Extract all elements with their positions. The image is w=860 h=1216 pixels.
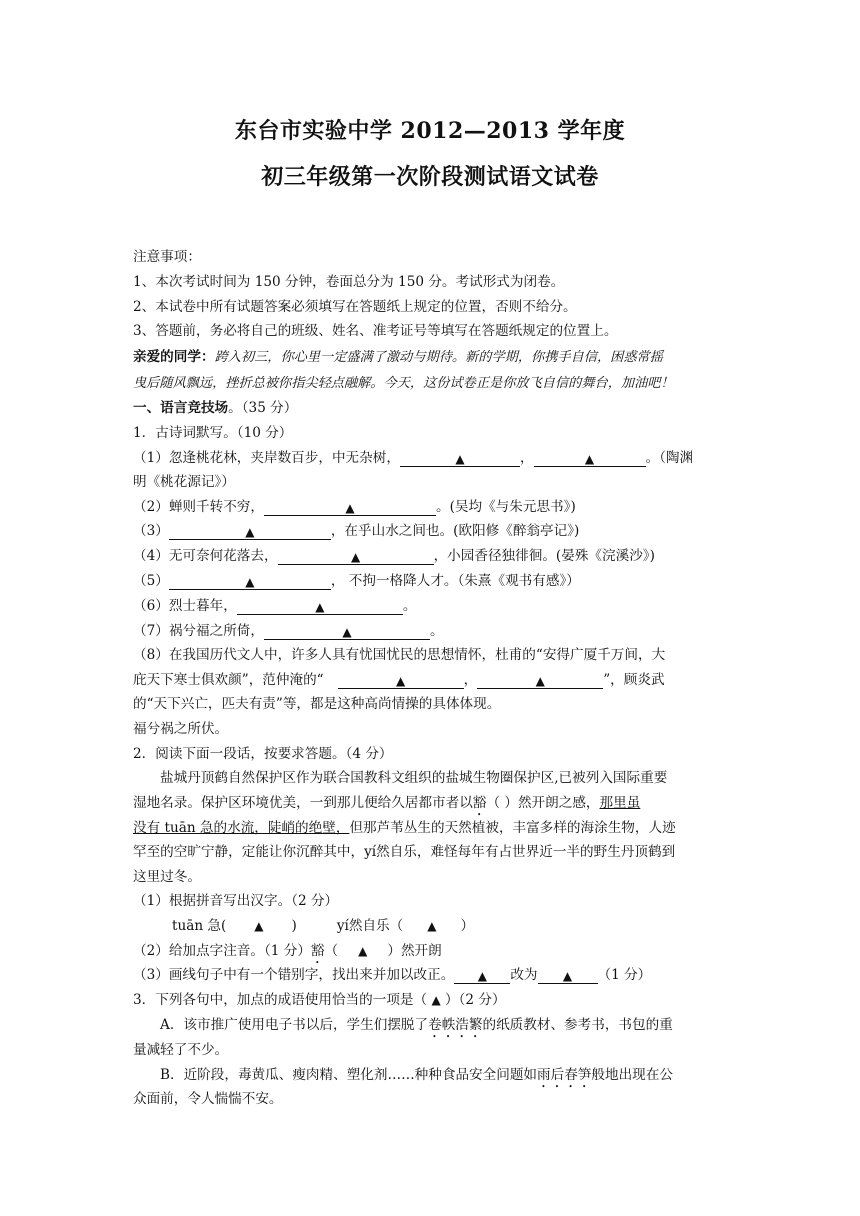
q2-sub-1-text: )	[291, 918, 297, 934]
q2-sub-1-answers	[172, 917, 474, 935]
q2-sub-3-score: （1 分）	[597, 967, 652, 983]
exam-title-school: 东台市实验中学 2012—2013 学年度	[234, 118, 626, 144]
greeting-text-2: 曳后随风飘远，挫折总被你指尖轻点融解。今天，这份试卷正是你放飞自信的舞台，加油吧！	[133, 376, 674, 391]
q2-sub-2-text: ）然开朗	[387, 943, 442, 959]
q2-sub-3-text: （3）画线句子中有一个错别字，找出来并加以改正。	[133, 967, 455, 983]
triangle-icon: ▲	[342, 625, 352, 639]
q1-part-6-text: （6）烈士暮年，	[133, 598, 237, 614]
q2-para-text: 但那芦苇丛生的天然植被，丰富多样的海涂生物，人迹	[349, 820, 676, 836]
q1-part-8-end: ”，顾炎武	[603, 672, 665, 688]
notice-item-2: 2、本试卷中所有试题答案必须填写在答题纸上规定的位置，否则不给分。	[133, 299, 577, 315]
comma: ，	[519, 450, 534, 466]
section-1-score: 。（35 分）	[228, 400, 298, 416]
comma: ，	[463, 672, 478, 688]
q1-part-5	[133, 572, 580, 590]
answer-blank	[338, 672, 464, 689]
q1-part-8-line-2	[133, 671, 665, 689]
greeting-label: 亲爱的同学：	[133, 349, 215, 365]
q1-part-3	[133, 522, 579, 540]
dotted-idiom: 雨后春笋	[537, 1067, 592, 1083]
triangle-icon: ▲	[455, 452, 465, 466]
answer-blank	[278, 548, 434, 565]
answer-blank	[538, 967, 598, 984]
answer-blank	[264, 499, 436, 516]
q2-sub-3-text: 改为	[510, 967, 538, 983]
q3-option-b-line-1	[160, 1066, 673, 1091]
section-1-heading	[133, 399, 297, 417]
section-1-label: 一、语言竞技场	[133, 400, 229, 416]
q1-stem: 1．古诗词默写。（10 分）	[133, 425, 293, 441]
q2-para-text: （ ）然开朗之感，	[486, 795, 600, 811]
q2-sub-2	[133, 942, 442, 967]
q1-part-1-cont: 明《桃花源记》）	[133, 474, 235, 490]
answer-blank	[237, 598, 403, 615]
q2-sub-2-text: （	[324, 943, 339, 959]
triangle-icon: ▲	[254, 919, 264, 933]
triangle-icon: ▲	[477, 969, 487, 983]
q1-part-4	[133, 547, 655, 565]
q1-part-1-source: 。（陶渊	[645, 450, 694, 466]
q2-sub-1: （1）根据拼音写出汉字。（2 分）	[133, 893, 339, 909]
q1-part-6-end: 。	[402, 598, 417, 614]
q3-option-a-line-2: 量减轻了不少。	[133, 1042, 229, 1058]
answer-blank	[264, 623, 430, 640]
q3-stem-text: 3．下列各句中，加点的成语使用恰当的一项是（	[133, 992, 432, 1008]
triangle-icon: ▲	[245, 525, 255, 539]
q1-part-8-text: 庇天下寒士俱欢颜”，范仲淹的“	[133, 672, 324, 688]
q1-part-6	[133, 597, 416, 615]
q1-part-2-text: （2）蝉则千转不穷，	[133, 499, 264, 515]
triangle-icon: ▲	[427, 919, 437, 933]
q1-part-5-source: ， 不拘一格降人才。（朱熹《观书有感》）	[330, 573, 580, 589]
q2-para-text: 湿地名录。保护区环境优美，一到那儿便给久居都市者以	[133, 795, 473, 811]
q1-extra-line: 福兮祸之所伏。	[133, 721, 229, 737]
dotted-char: 豁	[310, 943, 325, 959]
q3-option-text: B．近阶段，毒黄瓜、瘦肉精、塑化剂……种种食品安全问题如	[160, 1067, 538, 1083]
q3-stem-score: ）（2 分）	[440, 992, 506, 1008]
q1-part-1-text: （1）忽逢桃花林，夹岸数百步，中无杂树，	[133, 450, 400, 466]
q1-part-7-end: 。	[430, 623, 444, 639]
q1-part-4-source: ，小园香径独徘徊。(晏殊《浣溪沙》)	[433, 548, 655, 564]
q2-para-line-1: 盐城丹顶鹤自然保护区作为联合国教科文组织的盐城生物圈保护区,已被列入国际重要	[160, 770, 668, 786]
q3-stem	[133, 991, 506, 1009]
underlined-sentence: 那里虽	[599, 795, 641, 811]
triangle-icon: ▲	[358, 944, 368, 958]
triangle-icon: ▲	[396, 674, 406, 688]
notice-item-1: 1、本次考试时间为 150 分钟，卷面总分为 150 分。考试形式为闭卷。	[133, 274, 565, 290]
q2-para-line-4: 罕至的空旷宁静，定能让你沉醉其中，yí然自乐，难怪每年有占世界近一半的野生丹顶鹤到	[133, 844, 676, 860]
greeting-text-1: 跨入初三，你心里一定盛满了激动与期待。新的学期，你携手自信，困惑常摇	[214, 350, 663, 365]
exam-title-subject: 初三年级第一次阶段测试语文试卷	[261, 164, 599, 190]
q3-option-text: 的纸质教材、参考书，书包的重	[482, 1017, 673, 1033]
notice-heading: 注意事项：	[133, 249, 201, 265]
triangle-icon: ▲	[245, 575, 255, 589]
notice-item-3: 3、答题前，务必将自己的班级、姓名、准考证号等填写在答题纸规定的位置上。	[133, 323, 618, 339]
q2-sub-1-text: ）	[460, 918, 475, 934]
triangle-icon: ▲	[350, 550, 361, 564]
q2-para-line-5: 这里过冬。	[133, 869, 201, 885]
q1-part-3-text: （3）	[133, 523, 169, 539]
q2-sub-2-text: （2）给加点字注音。（1 分）	[133, 943, 311, 959]
dotted-idiom: 卷帙浩繁	[428, 1017, 483, 1033]
greeting-line-1	[133, 348, 663, 367]
q3-option-a-line-1	[160, 1016, 673, 1041]
answer-blank	[400, 450, 520, 467]
answer-blank	[169, 573, 331, 590]
triangle-icon: ▲	[584, 452, 595, 466]
q1-part-3-source: ，在乎山水之间也。(欧阳修《醉翁亭记》)	[330, 523, 580, 539]
q1-part-2-source: 。(吴均《与朱元思书》)	[436, 499, 576, 515]
q2-sub-1-text: yí然自乐（	[336, 918, 404, 934]
q1-part-4-text: （4）无可奈何花落去，	[133, 548, 278, 564]
q1-part-7	[133, 622, 444, 640]
triangle-icon: ▲	[315, 600, 325, 614]
q1-part-7-text: （7）祸兮福之所倚，	[133, 623, 264, 639]
triangle-icon: ▲	[345, 501, 355, 515]
answer-blank	[477, 672, 603, 689]
q1-part-2	[133, 498, 576, 516]
q2-para-line-3	[133, 819, 676, 837]
q3-option-text: A．该市推广使用电子书以后，学生们摆脱了	[160, 1017, 429, 1033]
triangle-icon: ▲	[562, 969, 573, 983]
q1-part-5-text: （5）	[133, 573, 169, 589]
q1-part-8-line-3: 的“天下兴亡，匹夫有责”等，都是这种高尚情操的具体体现。	[133, 696, 501, 712]
triangle-icon: ▲	[431, 993, 441, 1007]
q1-part-1	[133, 449, 693, 467]
answer-blank	[534, 450, 646, 467]
q1-part-8-line-1: （8）在我国历代文人中，许多人具有忧国忧民的思想情怀，杜甫的“安得广厦千万间，大	[133, 647, 666, 663]
greeting-line-2	[133, 374, 674, 393]
q2-para-line-2	[133, 794, 640, 819]
dotted-char: 豁	[472, 795, 487, 811]
answer-blank	[169, 523, 331, 540]
q2-sub-3	[133, 966, 651, 984]
q2-sub-1-text: tuān 急(	[172, 918, 227, 934]
triangle-icon: ▲	[535, 674, 545, 688]
q3-option-text: 般地出现在公	[591, 1067, 673, 1083]
answer-blank	[454, 967, 510, 984]
underlined-sentence: 没有 tuān 急的水流，陡峭的绝壁，	[133, 820, 350, 836]
q2-stem: 2．阅读下面一段话，按要求答题。（4 分）	[133, 746, 393, 762]
q3-option-b-line-2: 众面前，令人惴惴不安。	[133, 1091, 283, 1107]
